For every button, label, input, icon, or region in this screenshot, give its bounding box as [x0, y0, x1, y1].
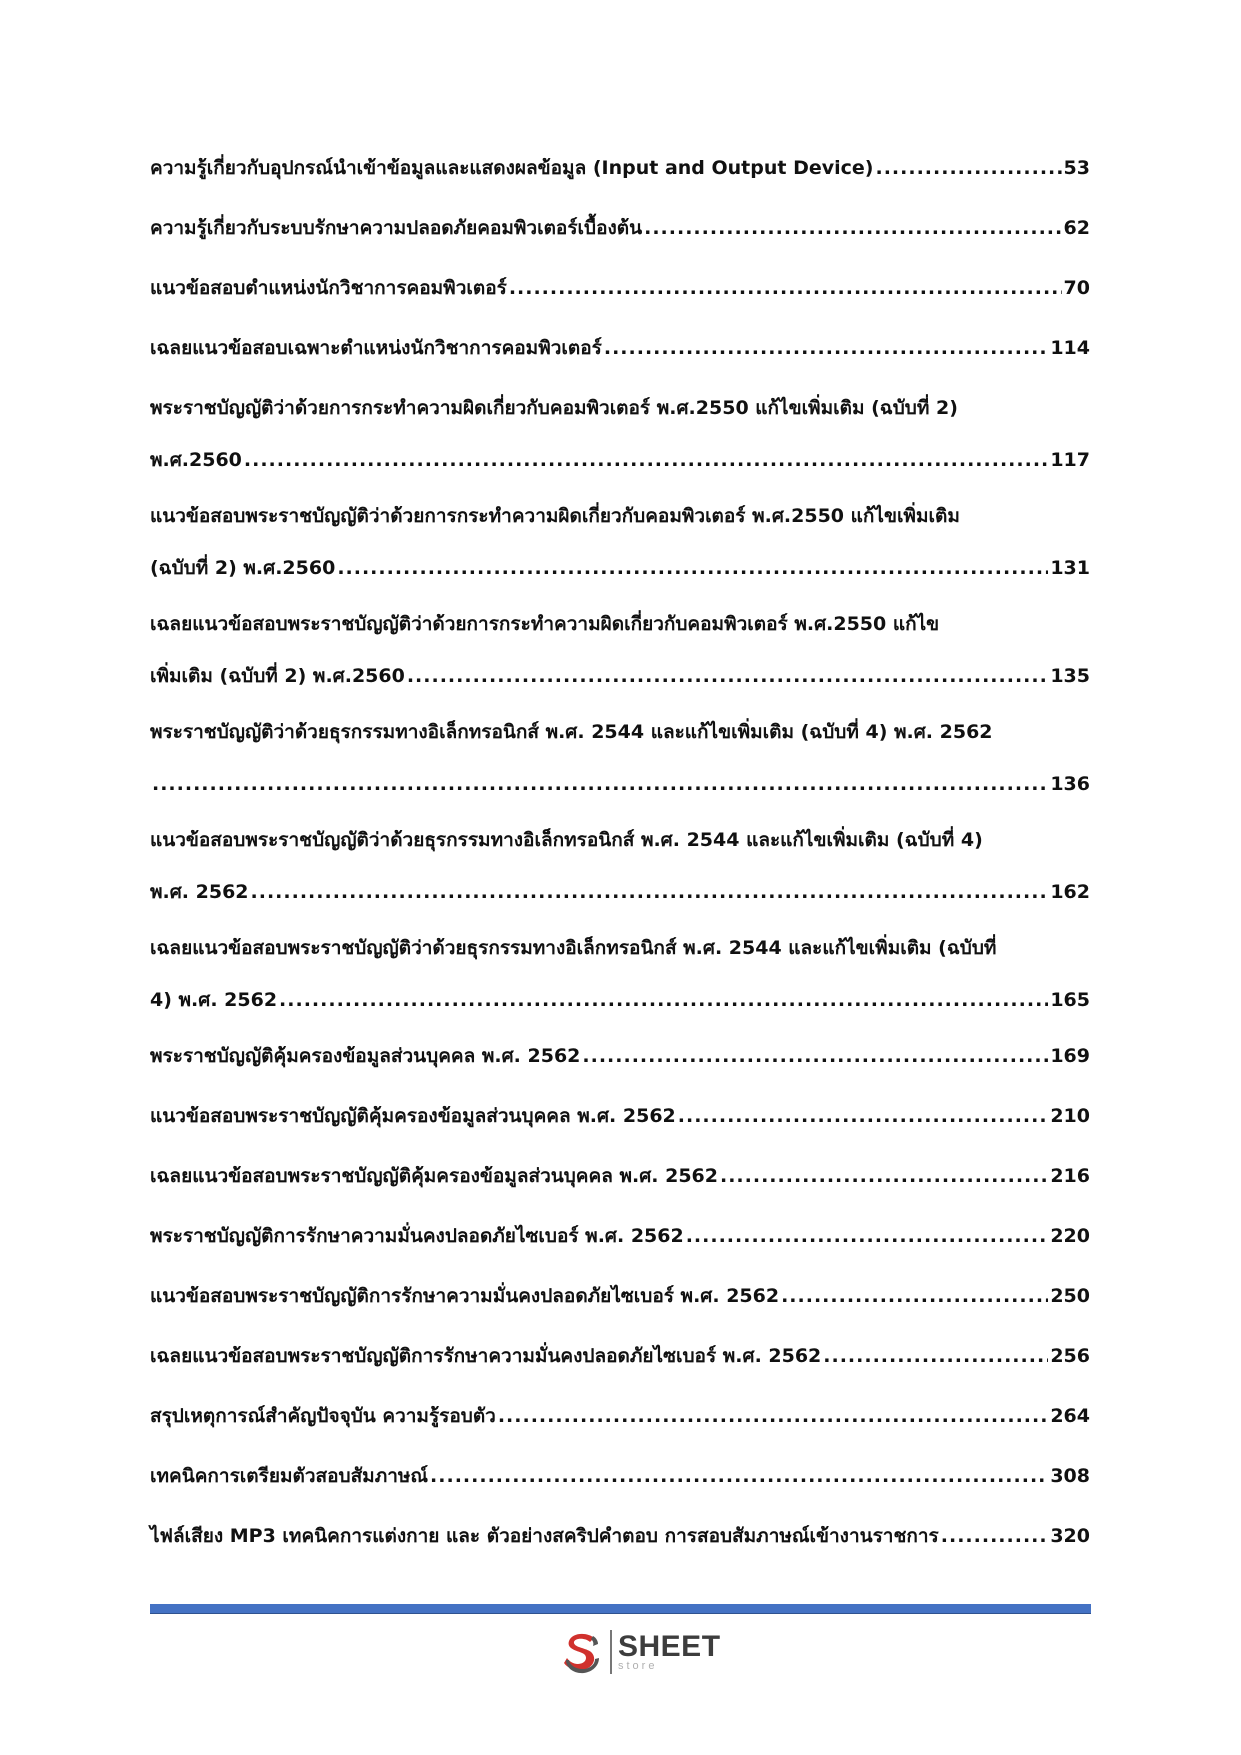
toc-entry-line [150, 814, 1090, 866]
toc-entry [150, 1210, 1090, 1262]
toc-entry [150, 706, 1090, 810]
toc-entry [150, 262, 1090, 314]
toc-leader-dots [604, 322, 1048, 374]
toc-entry-title: สรุปเหตุการณ์สำคัญปัจจุบัน ความรู้รอบตัว [150, 1405, 496, 1427]
toc-entry-title: พระราชบัญญัติว่าด้วยธุรกรรมทางอิเล็กทรอนิกส์ พ.ศ. 2544 และแก้ไขเพิ่มเติม (ฉบับที่ 4) พ.ศ. 2562 [150, 721, 993, 743]
toc-entry-title: เทคนิคการเตรียมตัวสอบสัมภาษณ์ [150, 1465, 429, 1487]
toc-page-number: 220 [1050, 1225, 1090, 1247]
toc-entry-line [150, 202, 1090, 254]
toc-entry-line [150, 382, 1090, 434]
sheet-store-logo [560, 1624, 735, 1680]
toc-leader-dots [720, 1150, 1048, 1202]
toc-entry-line [150, 758, 1090, 810]
toc-entry [150, 1330, 1090, 1382]
toc-entry-line [150, 1210, 1090, 1262]
toc-entry [150, 322, 1090, 374]
toc-entry [150, 814, 1090, 918]
toc-page-number: 114 [1050, 337, 1090, 359]
toc-page-number: 117 [1050, 449, 1090, 471]
toc-entry-line [150, 542, 1090, 594]
toc-entry-title: เฉลยแนวข้อสอบเฉพาะตำแหน่งนักวิชาการคอมพิวเตอร์ [150, 337, 602, 359]
toc-entry-line [150, 1270, 1090, 1322]
table-of-contents [150, 142, 1090, 1570]
toc-leader-dots [244, 434, 1048, 486]
toc-entry-title: เฉลยแนวข้อสอบพระราชบัญญัติว่าด้วยธุรกรรมทางอิเล็กทรอนิกส์ พ.ศ. 2544 และแก้ไขเพิ่มเติม (ฉบับที่ [150, 937, 997, 959]
toc-entry-line [150, 1390, 1090, 1442]
toc-entry [150, 1150, 1090, 1202]
sheet-store-s-logo-icon [560, 1628, 604, 1676]
toc-leader-dots [498, 1390, 1048, 1442]
logo-wordmark [618, 1632, 721, 1672]
toc-entry [150, 922, 1090, 1026]
toc-entry-title: แนวข้อสอบพระราชบัญญัติคุ้มครองข้อมูลส่วนบุคคล พ.ศ. 2562 [150, 1105, 676, 1127]
toc-entry-line [150, 1030, 1090, 1082]
toc-entry-title: เพิ่มเติม (ฉบับที่ 2) พ.ศ.2560 [150, 665, 405, 687]
logo-subword: store [618, 1660, 658, 1672]
toc-entry-line [150, 1330, 1090, 1382]
toc-entry-title: พ.ศ.2560 [150, 449, 242, 471]
toc-page-number: 169 [1050, 1045, 1090, 1067]
toc-entry-line [150, 1090, 1090, 1142]
toc-leader-dots [509, 262, 1062, 314]
toc-page-number: 70 [1063, 277, 1090, 299]
logo-separator [610, 1630, 612, 1674]
toc-entry [150, 1450, 1090, 1502]
toc-leader-dots [941, 1510, 1049, 1562]
toc-entry-line [150, 322, 1090, 374]
toc-page-number: 210 [1050, 1105, 1090, 1127]
toc-entry-title: เฉลยแนวข้อสอบพระราชบัญญัติว่าด้วยการกระทำความผิดเกี่ยวกับคอมพิวเตอร์ พ.ศ.2550 แก้ไข [150, 613, 940, 635]
toc-entry-title: แนวข้อสอบตำแหน่งนักวิชาการคอมพิวเตอร์ [150, 277, 507, 299]
toc-leader-dots [582, 1030, 1048, 1082]
toc-entry [150, 1090, 1090, 1142]
toc-entry-title: 4) พ.ศ. 2562 [150, 989, 278, 1011]
toc-page-number: 53 [1063, 157, 1090, 179]
toc-page-number: 264 [1050, 1405, 1090, 1427]
toc-leader-dots [781, 1270, 1048, 1322]
toc-entry-line [150, 1510, 1090, 1562]
logo-word: SHEET [618, 1630, 721, 1663]
footer-rule [150, 1604, 1091, 1614]
toc-entry [150, 1270, 1090, 1322]
toc-leader-dots [875, 142, 1061, 194]
toc-page-number: 216 [1050, 1165, 1090, 1187]
toc-entry-line [150, 434, 1090, 486]
toc-entry-line [150, 1150, 1090, 1202]
toc-entry-title: แนวข้อสอบพระราชบัญญัติว่าด้วยการกระทำความผิดเกี่ยวกับคอมพิวเตอร์ พ.ศ.2550 แก้ไขเพิ่มเติม [150, 505, 960, 527]
toc-entry [150, 202, 1090, 254]
toc-entry-title: แนวข้อสอบพระราชบัญญัติการรักษาความมั่นคงปลอดภัยไซเบอร์ พ.ศ. 2562 [150, 1285, 780, 1307]
toc-entry [150, 598, 1090, 702]
toc-entry-line [150, 706, 1090, 758]
toc-leader-dots [644, 202, 1061, 254]
toc-page-number: 162 [1050, 881, 1090, 903]
toc-entry-line [150, 598, 1090, 650]
toc-page-number: 165 [1050, 989, 1090, 1011]
toc-entry-title: ความรู้เกี่ยวกับระบบรักษาความปลอดภัยคอมพิวเตอร์เบื้องต้น [150, 217, 643, 239]
toc-entry [150, 142, 1090, 194]
toc-entry-title: พระราชบัญญัติว่าด้วยการกระทำความผิดเกี่ยวกับคอมพิวเตอร์ พ.ศ.2550 แก้ไขเพิ่มเติม (ฉบับที่ 2) [150, 397, 958, 419]
toc-leader-dots [337, 542, 1048, 594]
toc-leader-dots [251, 866, 1049, 918]
toc-leader-dots [407, 650, 1049, 702]
toc-leader-dots [152, 758, 1048, 810]
toc-entry [150, 1390, 1090, 1442]
toc-entry-line [150, 262, 1090, 314]
toc-page-number: 62 [1063, 217, 1090, 239]
toc-leader-dots [823, 1330, 1048, 1382]
toc-page-number: 250 [1050, 1285, 1090, 1307]
toc-page-number: 136 [1050, 773, 1090, 795]
toc-entry-title: เฉลยแนวข้อสอบพระราชบัญญัติคุ้มครองข้อมูลส่วนบุคคล พ.ศ. 2562 [150, 1165, 718, 1187]
toc-page-number: 308 [1050, 1465, 1090, 1487]
toc-entry-line [150, 866, 1090, 918]
toc-entry-line [150, 650, 1090, 702]
toc-entry-title: พ.ศ. 2562 [150, 881, 249, 903]
toc-entry-line [150, 1450, 1090, 1502]
toc-entry [150, 1030, 1090, 1082]
toc-entry [150, 490, 1090, 594]
toc-leader-dots [430, 1450, 1048, 1502]
toc-page-number: 135 [1050, 665, 1090, 687]
toc-leader-dots [279, 974, 1048, 1026]
toc-entry-title: พระราชบัญญัติคุ้มครองข้อมูลส่วนบุคคล พ.ศ. 2562 [150, 1045, 581, 1067]
toc-entry-title: ความรู้เกี่ยวกับอุปกรณ์นำเข้าข้อมูลและแสดงผลข้อมูล (Input and Output Device) [150, 157, 874, 179]
toc-entry-line [150, 974, 1090, 1026]
toc-entry-line [150, 922, 1090, 974]
toc-leader-dots [686, 1210, 1049, 1262]
toc-entry-line [150, 490, 1090, 542]
toc-page-number: 320 [1050, 1525, 1090, 1547]
toc-entry-title: เฉลยแนวข้อสอบพระราชบัญญัติการรักษาความมั่นคงปลอดภัยไซเบอร์ พ.ศ. 2562 [150, 1345, 822, 1367]
toc-leader-dots [678, 1090, 1049, 1142]
toc-entry-line [150, 142, 1090, 194]
toc-entry [150, 1510, 1090, 1562]
toc-page-number: 256 [1050, 1345, 1090, 1367]
toc-page-number: 131 [1050, 557, 1090, 579]
toc-entry-title: พระราชบัญญัติการรักษาความมั่นคงปลอดภัยไซเบอร์ พ.ศ. 2562 [150, 1225, 684, 1247]
toc-entry-title: (ฉบับที่ 2) พ.ศ.2560 [150, 557, 336, 579]
toc-entry-title: แนวข้อสอบพระราชบัญญัติว่าด้วยธุรกรรมทางอิเล็กทรอนิกส์ พ.ศ. 2544 และแก้ไขเพิ่มเติม (ฉบับที่ 4) [150, 829, 983, 851]
toc-entry [150, 382, 1090, 486]
toc-entry-title: ไฟล์เสียง MP3 เทคนิคการแต่งกาย และ ตัวอย่างสคริปคำตอบ การสอบสัมภาษณ์เข้างานราชการ [150, 1525, 939, 1547]
